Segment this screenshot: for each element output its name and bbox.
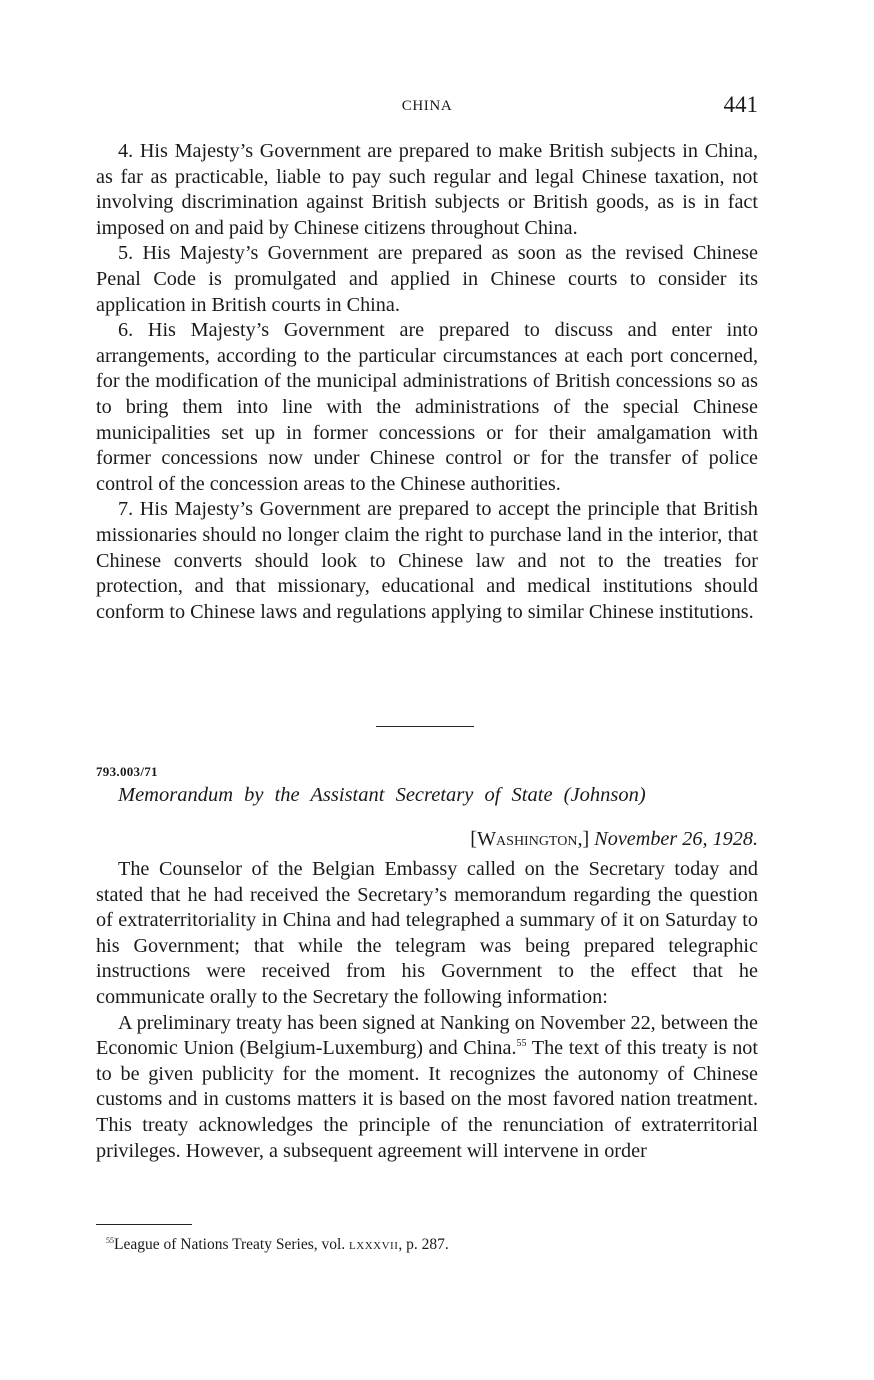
page-number: 441 xyxy=(723,92,758,117)
footnote-page: , p. 287. xyxy=(398,1236,449,1253)
footnote-volume: lxxxvii xyxy=(349,1236,399,1253)
file-number: 793.003/71 xyxy=(96,764,158,779)
paragraph-5: 5. His Majesty’s Government are prepared as soon as the revised Chinese Penal Code is promulgated and applied in Chinese courts to consider its application in British courts in China. xyxy=(96,242,758,316)
paragraph-4: 4. His Majesty’s Government are prepared to make British subjects in China, as far as practicable, liable to pay such regular and legal Chinese taxation, not involving discrimination against British subjects or British goods, as is in fact imposed on and paid by Chinese citizens throughout China. xyxy=(96,140,758,239)
footnote-text: League of Nations Treaty Series, vol. xyxy=(114,1236,350,1253)
footnote-rule xyxy=(96,1224,192,1225)
memo-paragraph-2-start: A preliminary treaty has been signed at Nanking on November 22, between the Economic Union (Belgium-Luxemburg) and China. xyxy=(96,1011,758,1060)
footnote-reference[interactable]: 55 xyxy=(516,1038,527,1050)
memo-paragraph-2-rest: The text of this treaty is not to be given publicity for the moment. It recognizes the autonomy of Chinese customs and in customs matters it is based on the most favored nation treatment. This treaty acknowledges the principle of the renunciation of extraterritorial privileges. However, a subsequent agreement will intervene in order xyxy=(96,1037,758,1162)
footnote-marker: 55 xyxy=(106,1236,114,1245)
dateline-date: November 26, 1928. xyxy=(594,828,758,850)
document-title: Memorandum by the Assistant Secretary of State (Johnson) xyxy=(118,784,646,806)
memo-paragraph-2 xyxy=(96,1011,758,1165)
dateline xyxy=(470,828,758,851)
body-text-bottom xyxy=(96,857,758,1164)
paragraph-6: 6. His Majesty’s Government are prepared to discuss and enter into arrangements, according to the particular circumstances at each port concerned, for the modification of the municipal administrations of British concessions so as to bring them into line with the administrations of the special Chinese municipalities set up in former concessions or for their amalgamation with former concessions now under Chinese control or for the transfer of police control of the concession areas to the Chinese authorities. xyxy=(96,319,758,495)
memo-paragraph-1: The Counselor of the Belgian Embassy called on the Secretary today and stated that he had received the Secretary’s memorandum regarding the question of extraterritoriality in China and had telegraphed a summary of it on Saturday to his Government; that while the telegram was being prepared telegraphic instructions were received from his Government to the effect that he communicate orally to the Secretary the following information: xyxy=(96,858,758,1008)
body-text-top xyxy=(96,139,758,625)
footnote xyxy=(106,1236,449,1254)
dateline-place: [Washington,] xyxy=(470,828,590,850)
running-title: CHINA xyxy=(401,98,453,114)
paragraph-7: 7. His Majesty’s Government are prepared to accept the principle that British missionaries should no longer claim the right to purchase land in the interior, that Chinese converts should look to Chinese law and not to the treaties for protection, and that missionary, educational and medical institutions should conform to Chinese laws and regulations applying to similar Chinese institutions. xyxy=(96,498,758,623)
section-divider xyxy=(376,726,474,727)
running-head xyxy=(96,92,758,124)
